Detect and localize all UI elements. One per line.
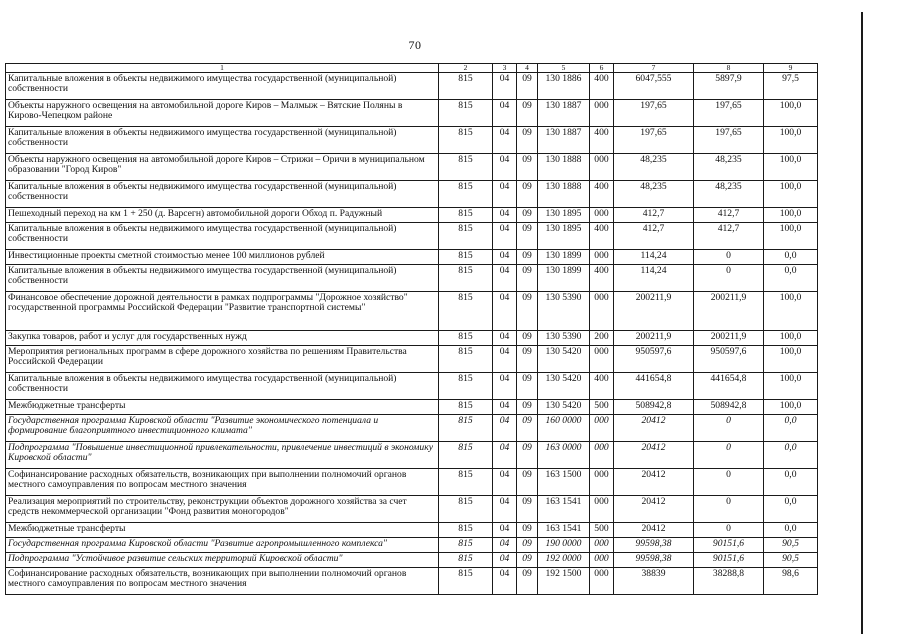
execution-percent-cell: 100,0 <box>764 291 818 330</box>
expense-type-cell: 400 <box>590 264 614 291</box>
execution-percent-cell: 100,0 <box>764 372 818 399</box>
subsection-code-cell: 09 <box>517 264 538 291</box>
table-row <box>6 126 818 153</box>
subsection-code-cell: 09 <box>517 180 538 207</box>
subsection-code-cell: 09 <box>517 441 538 468</box>
planned-amount-cell: 99598,38 <box>614 537 694 552</box>
actual-amount-cell: 38288,8 <box>694 567 764 594</box>
section-code-cell: 04 <box>493 537 517 552</box>
subsection-code-cell: 09 <box>517 522 538 537</box>
actual-amount-cell: 200211,9 <box>694 291 764 330</box>
row-name-cell: Объекты наружного освещения на автомобильной дороге Киров – Стрижи – Оричи в муниципальном образовании "Город Киров" <box>6 153 439 180</box>
table-row <box>6 567 818 594</box>
target-article-cell: 190 0000 <box>538 537 590 552</box>
execution-percent-cell: 0,0 <box>764 264 818 291</box>
section-code-cell: 04 <box>493 495 517 522</box>
target-article-cell: 130 5390 <box>538 330 590 345</box>
table-row <box>6 495 818 522</box>
actual-amount-cell: 0 <box>694 264 764 291</box>
planned-amount-cell: 99598,38 <box>614 552 694 567</box>
section-code-cell: 04 <box>493 291 517 330</box>
target-article-cell: 130 1887 <box>538 99 590 126</box>
target-article-cell: 130 5420 <box>538 372 590 399</box>
expense-type-cell: 000 <box>590 99 614 126</box>
table-row <box>6 72 818 99</box>
row-name-cell: Объекты наружного освещения на автомобильной дороге Киров – Малмыж – Вятские Поляны в Кирово-Чепецком районе <box>6 99 439 126</box>
ministry-code-cell: 815 <box>439 126 493 153</box>
planned-amount-cell: 508942,8 <box>614 399 694 414</box>
table-row <box>6 441 818 468</box>
table-row <box>6 468 818 495</box>
execution-percent-cell: 97,5 <box>764 72 818 99</box>
planned-amount-cell: 412,7 <box>614 207 694 222</box>
section-code-cell: 04 <box>493 399 517 414</box>
expense-type-cell: 500 <box>590 522 614 537</box>
row-name-cell: Инвестиционные проекты сметной стоимостью менее 100 миллионов рублей <box>6 249 439 264</box>
expense-type-cell: 000 <box>590 495 614 522</box>
planned-amount-cell: 197,65 <box>614 126 694 153</box>
table-body <box>6 72 818 594</box>
table-row <box>6 153 818 180</box>
section-code-cell: 04 <box>493 345 517 372</box>
subsection-code-cell: 09 <box>517 207 538 222</box>
ministry-code-cell: 815 <box>439 180 493 207</box>
actual-amount-cell: 0 <box>694 495 764 522</box>
row-name-cell: Капитальные вложения в объекты недвижимого имущества государственной (муниципальной) собственности <box>6 72 439 99</box>
column-header: 1 <box>6 64 439 73</box>
ministry-code-cell: 815 <box>439 372 493 399</box>
column-header: 8 <box>694 64 764 73</box>
planned-amount-cell: 114,24 <box>614 249 694 264</box>
planned-amount-cell: 950597,6 <box>614 345 694 372</box>
target-article-cell: 160 0000 <box>538 414 590 441</box>
planned-amount-cell: 412,7 <box>614 222 694 249</box>
subsection-code-cell: 09 <box>517 222 538 249</box>
execution-percent-cell: 100,0 <box>764 99 818 126</box>
planned-amount-cell: 20412 <box>614 468 694 495</box>
subsection-code-cell: 09 <box>517 249 538 264</box>
execution-percent-cell: 100,0 <box>764 345 818 372</box>
table-row <box>6 207 818 222</box>
target-article-cell: 163 1541 <box>538 522 590 537</box>
target-article-cell: 130 1895 <box>538 222 590 249</box>
expense-type-cell: 400 <box>590 180 614 207</box>
actual-amount-cell: 0 <box>694 468 764 495</box>
planned-amount-cell: 6047,555 <box>614 72 694 99</box>
ministry-code-cell: 815 <box>439 99 493 126</box>
actual-amount-cell: 48,235 <box>694 180 764 207</box>
subsection-code-cell: 09 <box>517 126 538 153</box>
section-code-cell: 04 <box>493 330 517 345</box>
planned-amount-cell: 20412 <box>614 414 694 441</box>
expense-type-cell: 200 <box>590 330 614 345</box>
section-code-cell: 04 <box>493 414 517 441</box>
subsection-code-cell: 09 <box>517 495 538 522</box>
target-article-cell: 130 1888 <box>538 180 590 207</box>
target-article-cell: 192 1500 <box>538 567 590 594</box>
table-row <box>6 537 818 552</box>
execution-percent-cell: 100,0 <box>764 399 818 414</box>
actual-amount-cell: 48,235 <box>694 153 764 180</box>
table-row <box>6 522 818 537</box>
expense-type-cell: 400 <box>590 372 614 399</box>
ministry-code-cell: 815 <box>439 264 493 291</box>
row-name-cell: Капитальные вложения в объекты недвижимого имущества государственной (муниципальной) собственности <box>6 126 439 153</box>
row-name-cell: Межбюджетные трансферты <box>6 399 439 414</box>
actual-amount-cell: 508942,8 <box>694 399 764 414</box>
execution-percent-cell: 100,0 <box>764 180 818 207</box>
ministry-code-cell: 815 <box>439 567 493 594</box>
section-code-cell: 04 <box>493 249 517 264</box>
target-article-cell: 130 5420 <box>538 399 590 414</box>
ministry-code-cell: 815 <box>439 399 493 414</box>
column-header: 4 <box>517 64 538 73</box>
column-header: 9 <box>764 64 818 73</box>
column-header: 6 <box>590 64 614 73</box>
execution-percent-cell: 90,5 <box>764 552 818 567</box>
ministry-code-cell: 815 <box>439 249 493 264</box>
actual-amount-cell: 0 <box>694 414 764 441</box>
ministry-code-cell: 815 <box>439 468 493 495</box>
execution-percent-cell: 98,6 <box>764 567 818 594</box>
subsection-code-cell: 09 <box>517 153 538 180</box>
expense-type-cell: 000 <box>590 537 614 552</box>
table-row <box>6 99 818 126</box>
actual-amount-cell: 197,65 <box>694 99 764 126</box>
execution-percent-cell: 100,0 <box>764 153 818 180</box>
target-article-cell: 130 1899 <box>538 264 590 291</box>
section-code-cell: 04 <box>493 567 517 594</box>
ministry-code-cell: 815 <box>439 495 493 522</box>
section-code-cell: 04 <box>493 153 517 180</box>
subsection-code-cell: 09 <box>517 552 538 567</box>
expense-type-cell: 000 <box>590 552 614 567</box>
page-edge-rule <box>861 12 863 634</box>
planned-amount-cell: 197,65 <box>614 99 694 126</box>
actual-amount-cell: 197,65 <box>694 126 764 153</box>
execution-percent-cell: 0,0 <box>764 468 818 495</box>
planned-amount-cell: 114,24 <box>614 264 694 291</box>
subsection-code-cell: 09 <box>517 291 538 330</box>
row-name-cell: Капитальные вложения в объекты недвижимого имущества государственной (муниципальной) собственности <box>6 264 439 291</box>
table-row <box>6 330 818 345</box>
expense-type-cell: 000 <box>590 207 614 222</box>
page-number: 70 <box>408 38 422 52</box>
table-row <box>6 222 818 249</box>
target-article-cell: 130 5390 <box>538 291 590 330</box>
ministry-code-cell: 815 <box>439 153 493 180</box>
row-name-cell: Мероприятия региональных программ в сфере дорожного хозяйства по решениям Правительства Российской Федерации <box>6 345 439 372</box>
ministry-code-cell: 815 <box>439 522 493 537</box>
ministry-code-cell: 815 <box>439 345 493 372</box>
expense-type-cell: 000 <box>590 291 614 330</box>
expense-type-cell: 000 <box>590 468 614 495</box>
table-row <box>6 345 818 372</box>
execution-percent-cell: 0,0 <box>764 495 818 522</box>
column-header: 7 <box>614 64 694 73</box>
expense-type-cell: 000 <box>590 345 614 372</box>
planned-amount-cell: 20412 <box>614 441 694 468</box>
expense-type-cell: 000 <box>590 441 614 468</box>
row-name-cell: Пешеходный переход на км 1 + 250 (д. Варсегн) автомобильной дороги Обход п. Радужный <box>6 207 439 222</box>
column-header: 3 <box>493 64 517 73</box>
subsection-code-cell: 09 <box>517 399 538 414</box>
subsection-code-cell: 09 <box>517 345 538 372</box>
ministry-code-cell: 815 <box>439 207 493 222</box>
planned-amount-cell: 200211,9 <box>614 330 694 345</box>
section-code-cell: 04 <box>493 468 517 495</box>
actual-amount-cell: 950597,6 <box>694 345 764 372</box>
ministry-code-cell: 815 <box>439 222 493 249</box>
subsection-code-cell: 09 <box>517 537 538 552</box>
row-name-cell: Софинансирование расходных обязательств, возникающих при выполнении полномочий органов местного самоуправления по вопросам местного значения <box>6 468 439 495</box>
ministry-code-cell: 815 <box>439 72 493 99</box>
table-row <box>6 264 818 291</box>
table-row <box>6 249 818 264</box>
planned-amount-cell: 441654,8 <box>614 372 694 399</box>
subsection-code-cell: 09 <box>517 99 538 126</box>
execution-percent-cell: 0,0 <box>764 441 818 468</box>
execution-percent-cell: 0,0 <box>764 414 818 441</box>
section-code-cell: 04 <box>493 72 517 99</box>
execution-percent-cell: 100,0 <box>764 126 818 153</box>
planned-amount-cell: 20412 <box>614 522 694 537</box>
actual-amount-cell: 90151,6 <box>694 537 764 552</box>
table-row <box>6 372 818 399</box>
column-header: 5 <box>538 64 590 73</box>
target-article-cell: 130 1895 <box>538 207 590 222</box>
table-row <box>6 399 818 414</box>
ministry-code-cell: 815 <box>439 291 493 330</box>
ministry-code-cell: 815 <box>439 414 493 441</box>
subsection-code-cell: 09 <box>517 468 538 495</box>
target-article-cell: 130 5420 <box>538 345 590 372</box>
execution-percent-cell: 0,0 <box>764 522 818 537</box>
row-name-cell: Подпрограмма "Повышение инвестиционной привлекательности, привлечение инвестиций в экономику Кировской области" <box>6 441 439 468</box>
column-header: 2 <box>439 64 493 73</box>
row-name-cell: Финансовое обеспечение дорожной деятельности в рамках подпрограммы "Дорожное хозяйство" государственной программы Российской Федерации "Развитие транспортной системы" <box>6 291 439 330</box>
ministry-code-cell: 815 <box>439 537 493 552</box>
section-code-cell: 04 <box>493 180 517 207</box>
section-code-cell: 04 <box>493 126 517 153</box>
row-name-cell: Подпрограмма "Устойчивое развитие сельских территорий Кировской области" <box>6 552 439 567</box>
target-article-cell: 130 1886 <box>538 72 590 99</box>
row-name-cell: Межбюджетные трансферты <box>6 522 439 537</box>
section-code-cell: 04 <box>493 264 517 291</box>
table-row <box>6 180 818 207</box>
row-name-cell: Капитальные вложения в объекты недвижимого имущества государственной (муниципальной) собственности <box>6 222 439 249</box>
table-row <box>6 414 818 441</box>
planned-amount-cell: 48,235 <box>614 153 694 180</box>
actual-amount-cell: 412,7 <box>694 207 764 222</box>
section-code-cell: 04 <box>493 372 517 399</box>
ministry-code-cell: 815 <box>439 552 493 567</box>
ministry-code-cell: 815 <box>439 441 493 468</box>
section-code-cell: 04 <box>493 207 517 222</box>
section-code-cell: 04 <box>493 222 517 249</box>
subsection-code-cell: 09 <box>517 372 538 399</box>
row-name-cell: Государственная программа Кировской области "Развитие экономического потенциала и формирование благоприятного инвестиционного климата" <box>6 414 439 441</box>
expense-type-cell: 000 <box>590 567 614 594</box>
expense-type-cell: 400 <box>590 222 614 249</box>
row-name-cell: Реализация мероприятий по строительству, реконструкции объектов дорожного хозяйства за счет средств некоммерческой организации "Фонд развития моногородов" <box>6 495 439 522</box>
planned-amount-cell: 20412 <box>614 495 694 522</box>
table-header-row <box>6 64 818 73</box>
section-code-cell: 04 <box>493 441 517 468</box>
row-name-cell: Софинансирование расходных обязательств, возникающих при выполнении полномочий органов местного самоуправления по вопросам местного значения <box>6 567 439 594</box>
row-name-cell: Капитальные вложения в объекты недвижимого имущества государственной (муниципальной) собственности <box>6 372 439 399</box>
target-article-cell: 130 1887 <box>538 126 590 153</box>
execution-percent-cell: 100,0 <box>764 207 818 222</box>
target-article-cell: 163 0000 <box>538 441 590 468</box>
target-article-cell: 192 0000 <box>538 552 590 567</box>
planned-amount-cell: 48,235 <box>614 180 694 207</box>
actual-amount-cell: 412,7 <box>694 222 764 249</box>
actual-amount-cell: 0 <box>694 441 764 468</box>
expense-type-cell: 000 <box>590 414 614 441</box>
actual-amount-cell: 200211,9 <box>694 330 764 345</box>
actual-amount-cell: 0 <box>694 522 764 537</box>
subsection-code-cell: 09 <box>517 330 538 345</box>
budget-table <box>5 63 818 595</box>
row-name-cell: Закупка товаров, работ и услуг для государственных нужд <box>6 330 439 345</box>
table-row <box>6 291 818 330</box>
execution-percent-cell: 0,0 <box>764 249 818 264</box>
subsection-code-cell: 09 <box>517 414 538 441</box>
target-article-cell: 163 1500 <box>538 468 590 495</box>
expense-type-cell: 000 <box>590 249 614 264</box>
target-article-cell: 130 1899 <box>538 249 590 264</box>
expense-type-cell: 000 <box>590 153 614 180</box>
expense-type-cell: 400 <box>590 126 614 153</box>
execution-percent-cell: 100,0 <box>764 330 818 345</box>
section-code-cell: 04 <box>493 522 517 537</box>
expense-type-cell: 500 <box>590 399 614 414</box>
execution-percent-cell: 100,0 <box>764 222 818 249</box>
row-name-cell: Капитальные вложения в объекты недвижимого имущества государственной (муниципальной) собственности <box>6 180 439 207</box>
actual-amount-cell: 441654,8 <box>694 372 764 399</box>
planned-amount-cell: 200211,9 <box>614 291 694 330</box>
section-code-cell: 04 <box>493 552 517 567</box>
planned-amount-cell: 38839 <box>614 567 694 594</box>
subsection-code-cell: 09 <box>517 567 538 594</box>
row-name-cell: Государственная программа Кировской области "Развитие агропромышленного комплекса" <box>6 537 439 552</box>
table-row <box>6 552 818 567</box>
actual-amount-cell: 90151,6 <box>694 552 764 567</box>
target-article-cell: 163 1541 <box>538 495 590 522</box>
actual-amount-cell: 5897,9 <box>694 72 764 99</box>
ministry-code-cell: 815 <box>439 330 493 345</box>
target-article-cell: 130 1888 <box>538 153 590 180</box>
section-code-cell: 04 <box>493 99 517 126</box>
execution-percent-cell: 90,5 <box>764 537 818 552</box>
expense-type-cell: 400 <box>590 72 614 99</box>
subsection-code-cell: 09 <box>517 72 538 99</box>
actual-amount-cell: 0 <box>694 249 764 264</box>
